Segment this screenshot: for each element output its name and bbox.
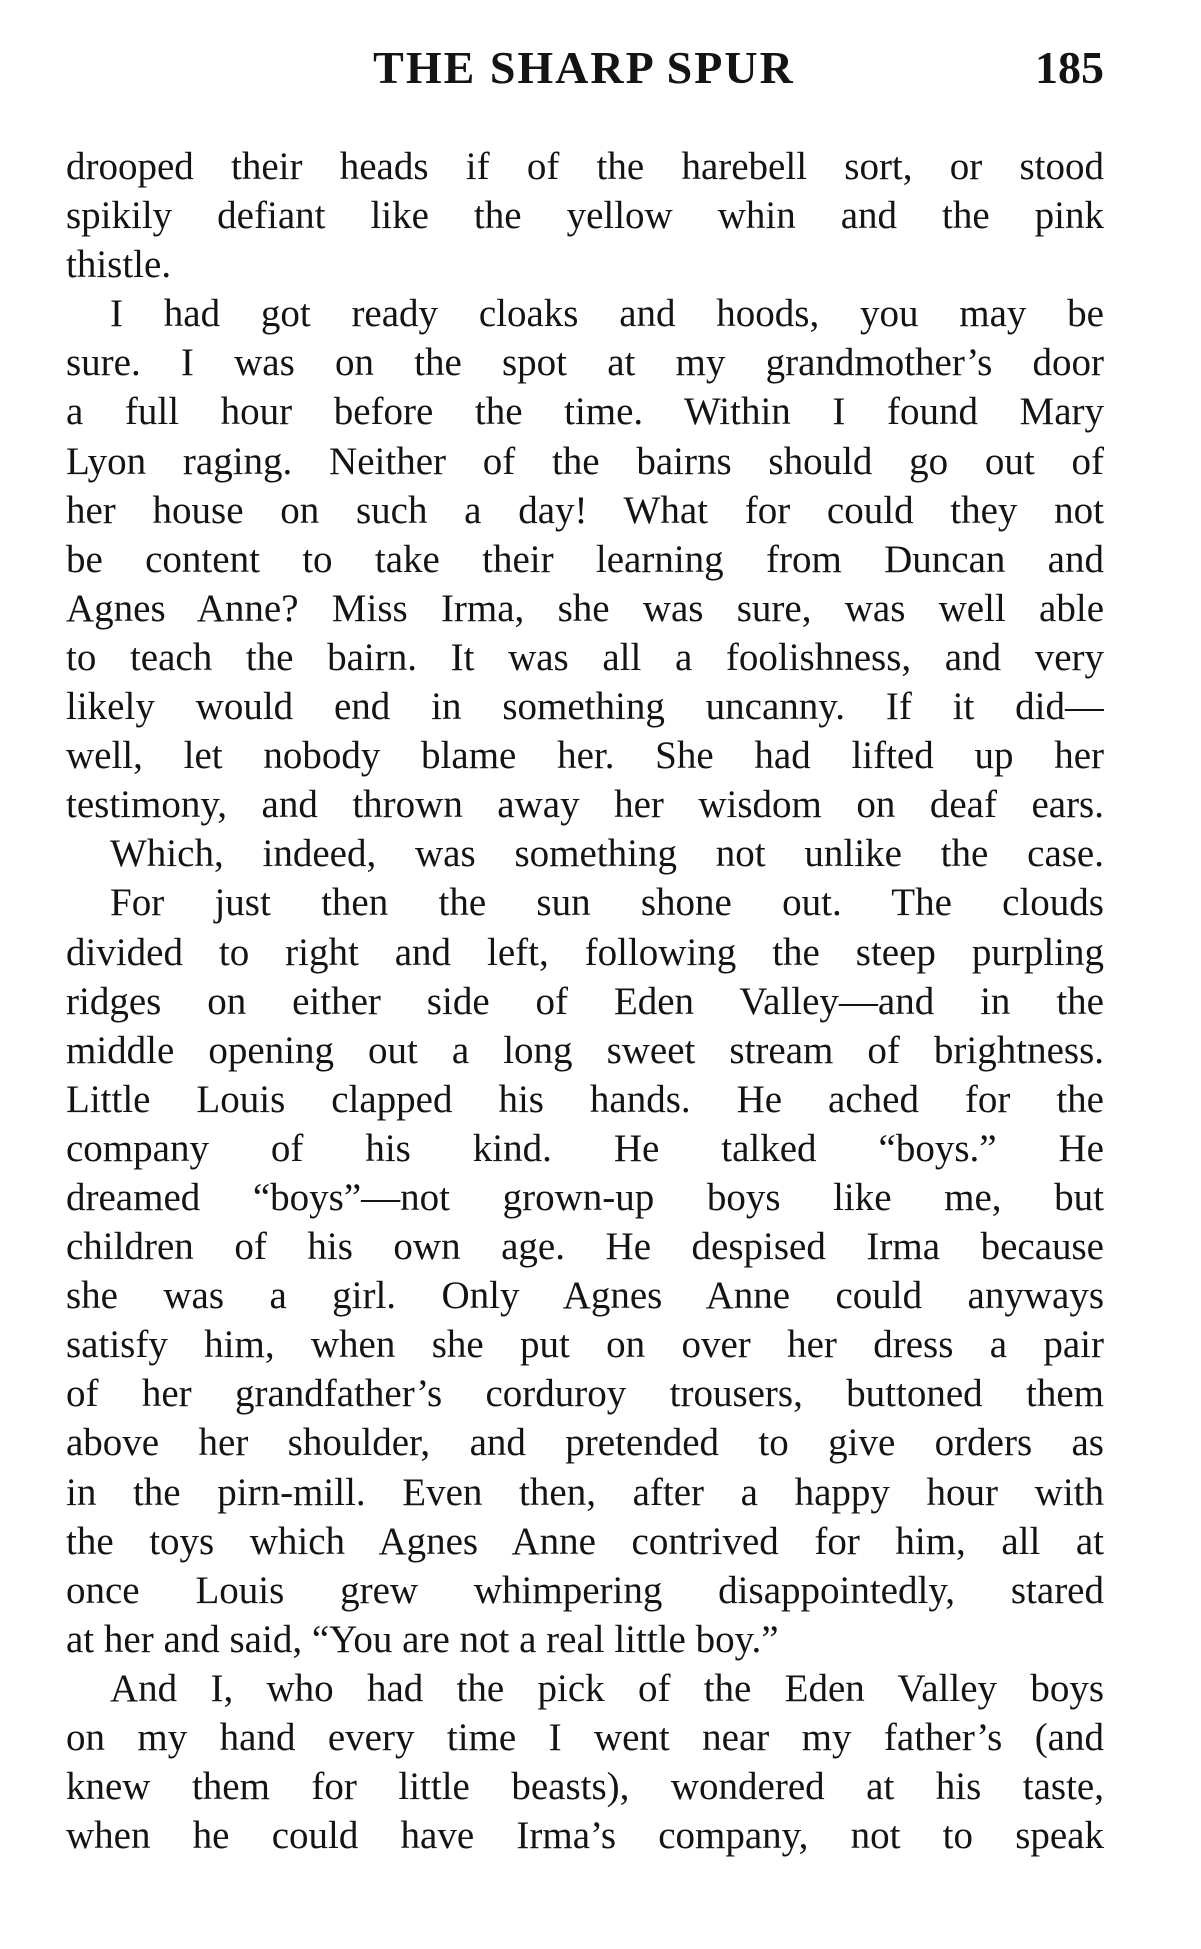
text-line: when he could have Irma’s company, not to speak [66,1814,1104,1858]
text-line: above her shoulder, and pretended to give orders as [66,1421,1104,1465]
text-line: at her and said, “You are not a real little boy.” [66,1617,779,1661]
text-line: to teach the bairn. It was all a foolishness, and very [66,635,1104,679]
text-line: her house on such a day! What for could they not [66,488,1104,532]
text-line: dreamed “boys”—not grown-up boys like me, but [66,1175,1104,1219]
running-title: THE SHARP SPUR [373,42,795,93]
text-line: thistle. [66,243,172,287]
text-line: likely would end in something uncanny. If it did— [66,685,1104,729]
text-line: drooped their heads if of the harebell sort, or stood [66,145,1104,188]
text-line: knew them for little beasts), wondered at his taste, [66,1765,1104,1809]
text-line: a full hour before the time. Within I found Mary [66,390,1104,434]
text-line: Lyon raging. Neither of the bairns should go out of [66,439,1104,483]
body-text [66,142,1104,1860]
text-line: And I, who had the pick of the Eden Valley boys [110,1666,1104,1710]
text-line: of her grandfather’s corduroy trousers, buttoned them [66,1372,1104,1416]
text-line: well, let nobody blame her. She had lifted up her [66,734,1104,778]
text-line: in the pirn-mill. Even then, after a happy hour with [66,1470,1104,1514]
text-line: Little Louis clapped his hands. He ached for the [66,1077,1104,1121]
text-line: be content to take their learning from Duncan and [66,537,1104,581]
text-line: Which, indeed, was something not unlike the case. [110,832,1104,876]
text-line: I had got ready cloaks and hoods, you may be [110,292,1104,336]
text-line: divided to right and left, following the steep purpling [66,930,1104,974]
page-number: 185 [1035,42,1104,93]
text-line: on my hand every time I went near my father’s (and [66,1716,1104,1759]
text-line: ridges on either side of Eden Valley—and in the [66,979,1104,1023]
text-line: testimony, and thrown away her wisdom on deaf ears. [66,783,1104,827]
text-line: once Louis grew whimpering disappointedly, stared [66,1568,1104,1612]
text-line: company of his kind. He talked “boys.” He [66,1126,1104,1170]
running-head [64,38,1104,98]
text-line: Agnes Anne? Miss Irma, she was sure, was well able [66,586,1104,630]
text-line: For just then the sun shone out. The clouds [110,881,1104,925]
text-line: the toys which Agnes Anne contrived for him, all at [66,1519,1104,1563]
text-line: satisfy him, when she put on over her dress a pair [66,1323,1104,1367]
text-line: sure. I was on the spot at my grandmother’s door [66,341,1104,385]
text-line: she was a girl. Only Agnes Anne could anyways [66,1274,1104,1318]
text-line: spikily defiant like the yellow whin and the pink [66,194,1104,238]
text-line: middle opening out a long sweet stream of brightness. [66,1028,1104,1072]
text-line: children of his own age. He despised Irma because [66,1225,1104,1269]
